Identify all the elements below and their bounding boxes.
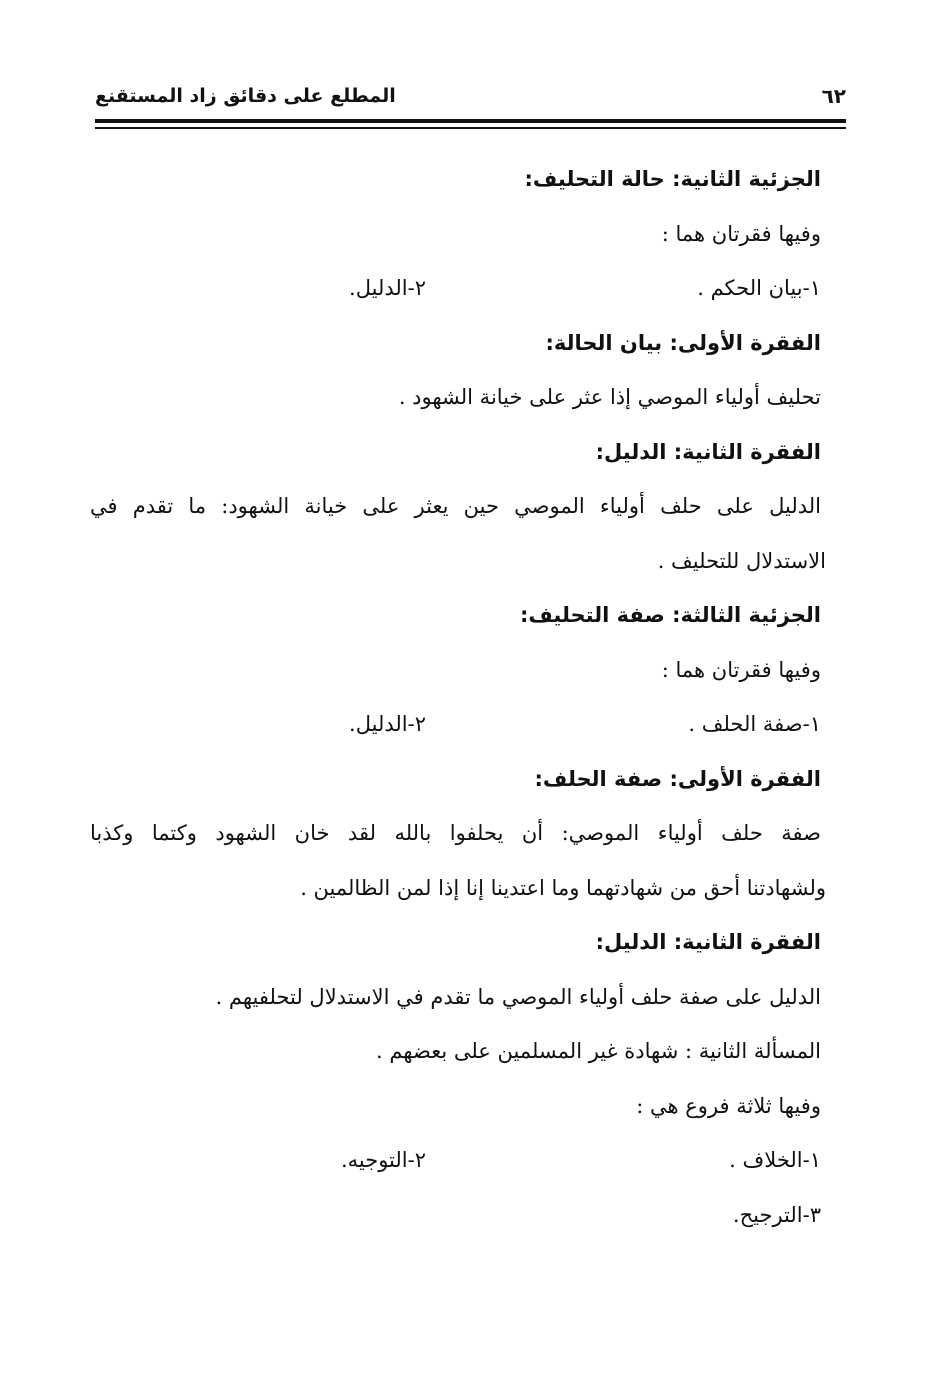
issue-title: المسألة الثانية : شهادة غير المسلمين على بعضهم . [375, 1039, 821, 1063]
section-heading: الجزئية الثالثة: صفة التحليف: [519, 603, 821, 627]
subsection-heading: الفقرة الأولى: صفة الحلف: [534, 766, 821, 791]
list-item: ١-صفة الحلف . [688, 712, 821, 736]
paragraph: الدليل على صفة حلف أولياء الموصي ما تقدم في الاستدلال لتحلفيهم . [215, 984, 821, 1009]
numbered-list [90, 1133, 821, 1188]
list-item: ١-بيان الحكم . [697, 276, 821, 300]
list-item: ٢-الدليل. [349, 276, 426, 300]
subsection-heading: الفقرة الأولى: بيان الحالة: [545, 330, 821, 355]
page-header [95, 82, 846, 112]
numbered-list [90, 697, 821, 752]
list-item: ٢-الدليل. [349, 712, 426, 736]
paragraph: وفيها فقرتان هما : [661, 657, 821, 682]
paragraph-line: الدليل على حلف أولياء الموصي حين يعثر على خيانة الشهود: ما تقدم في [90, 494, 821, 518]
paragraph: وفيها ثلاثة فروع هي : [636, 1093, 821, 1118]
paragraph: وفيها فقرتان هما : [661, 221, 821, 246]
page-number: ٦٢ [821, 84, 846, 108]
subsection-heading: الفقرة الثانية: الدليل: [595, 930, 821, 954]
header-rule-thin [95, 127, 846, 129]
subsection-heading: الفقرة الثانية: الدليل: [595, 439, 821, 464]
paragraph-line: ولشهادتنا أحق من شهادتهما وما اعتدينا إنا إذا لمن الظالمين . [300, 875, 826, 900]
numbered-list [90, 261, 821, 316]
section-heading: الجزئية الثانية: حالة التحليف: [524, 167, 821, 191]
paragraph: تحليف أولياء الموصي إذا عثر على خيانة الشهود . [398, 385, 821, 409]
list-item: ١-الخلاف . [729, 1148, 821, 1172]
page-body [90, 152, 826, 1242]
paragraph-line: صفة حلف أولياء الموصي: أن يحلفوا بالله لقد خان الشهود وكتما وكذبا [90, 821, 821, 845]
header-rule-thick [95, 119, 846, 123]
paragraph-line: الاستدلال للتحليف . [657, 548, 826, 573]
running-title: المطلع على دقائق زاد المستقنع [95, 85, 396, 107]
list-item: ٣-الترجيح. [732, 1202, 821, 1227]
list-item: ٢-التوجيه. [340, 1148, 426, 1172]
